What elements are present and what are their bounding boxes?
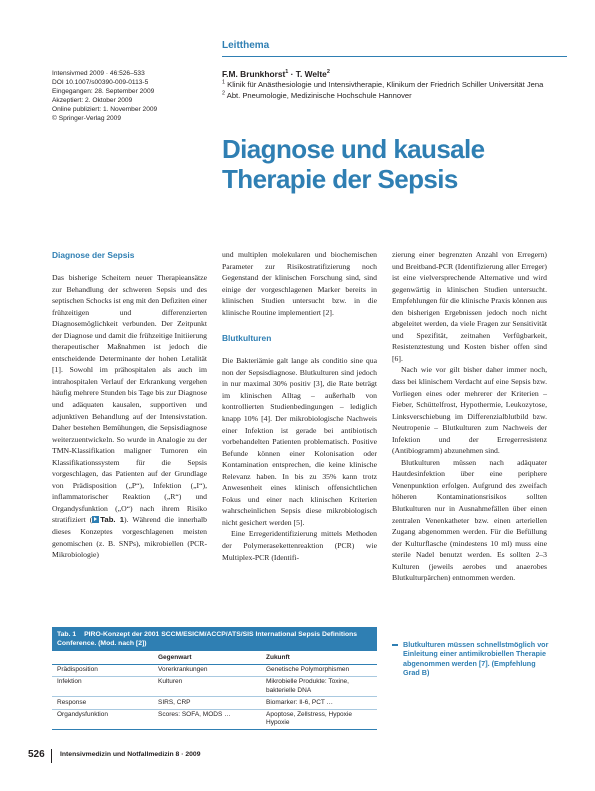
article-title bbox=[222, 134, 582, 194]
paragraph: Die Bakteriämie galt lange als conditio sine qua non der Sepsisdiagnose. Blutkulturen sind jedoch in nur maximal 30% positiv [3], die Rate beträgt im klinischen Alltag – außerhalb von kontrollierten Studienbedingungen – lediglich knapp 10% [4]. Der mikrobiologische Nachweis einer Infektion ist gerade bei antibiotisch vorbehandelten Patienten problematisch. Positive Befunde können einer Kolonisation oder Kontamination entsprechen, die keine klinische Relevanz haben. In bis zu 35% kann trotz Anwesenheit eines klinisch offensichtlichen Fokus und einer nach klinischen Kriterien wahrscheinlichen Sepsis diese mikrobiologisch nicht gesichert werden [5]. bbox=[222, 356, 377, 527]
table-cell: Organdysfunktion bbox=[57, 711, 108, 719]
affiliation-1-text: Klinik für Anästhesiologie und Intensivtherapie, Klinikum der Friedrich Schiller Universität Jena bbox=[225, 79, 544, 89]
author-block bbox=[222, 69, 567, 101]
table-cell: Apoptose, Zellstress, Hypoxie Hypoxie bbox=[266, 711, 352, 727]
rubric-divider bbox=[222, 56, 567, 57]
table-label: Tab. 1 bbox=[57, 631, 77, 638]
table-cell: Genetische Polymorphismen bbox=[266, 666, 350, 674]
table-cell: Kulturen bbox=[158, 678, 183, 686]
journal-name: Intensivmedizin und Notfallmedizin 8 · 2009 bbox=[60, 751, 201, 758]
paragraph: Nach wie vor gilt bisher daher immer noch, dass bei klinischem Verdacht auf eine Sepsis bzw. Vorliegen eines oder mehrerer der Kriterien – Fieber, Schüttelfrost, Hypothermie, Leukozytose, Linksverschiebung im Differenzialblutbild bzw. Neutropenie – Blutkulturen zum Nachweis der Infektion und der Erregerresistenz (Antibiogramm) abzunehmen sind. bbox=[392, 365, 547, 456]
table-cell: Response bbox=[57, 698, 87, 706]
accepted-line: Akzeptiert: 2. Oktober 2009 bbox=[52, 97, 133, 104]
paragraph: Eine Erregeridentifizierung mittels Methoden der Polymerasekettenreaktion (PCR) wie Multiplex-PCR (Identifi- bbox=[222, 529, 377, 562]
author-separator: · bbox=[288, 69, 296, 79]
table-caption bbox=[52, 627, 377, 651]
table-caption-text: PIRO-Konzept der 2001 SCCM/ESICM/ACCP/ATS/SIS International Sepsis Definitions Conference. (Mod. nach [2]) bbox=[57, 631, 358, 647]
table-header-cell bbox=[57, 654, 158, 662]
published-line: Online publiziert: 1. November 2009 bbox=[52, 106, 158, 113]
page-number: 526 bbox=[28, 749, 45, 760]
table-cell: Infektion bbox=[57, 678, 82, 686]
citation-line: Intensivmed 2009 · 46:526–533 bbox=[52, 70, 145, 77]
table-header-cell: Zukunft bbox=[266, 654, 290, 661]
section-heading-blutkulturen: Blutkulturen bbox=[222, 333, 272, 344]
table-row bbox=[52, 665, 377, 677]
table-header-cell: Gegenwart bbox=[158, 654, 192, 661]
affiliation-1-num: 1 bbox=[222, 79, 226, 86]
table-body bbox=[52, 651, 377, 730]
table-header-row bbox=[52, 651, 377, 665]
paragraph-text: ). Während die innerhalb dieses Konzeptes vorgeschlagenen meisten genomischen (z. B. SNPs), mikrobiellen (PCR-Mikrobiologie) bbox=[52, 515, 207, 560]
title-line-2: Therapie der Sepsis bbox=[222, 164, 458, 194]
table-cell: SIRS, CRP bbox=[158, 698, 191, 706]
table-cell: Prädisposition bbox=[57, 666, 98, 674]
section-rubric: Leitthema bbox=[222, 40, 270, 51]
table-cell: Mikrobielle Produkte: Toxine, bakterielle DNA bbox=[266, 678, 349, 694]
table-cell: Vorerkrankungen bbox=[158, 666, 208, 674]
received-line: Eingegangen: 28. September 2009 bbox=[52, 88, 155, 95]
affiliation-2 bbox=[222, 91, 567, 102]
recommendation-text: Blutkulturen müssen schnellstmöglich vor Einleitung einer antimikrobiellen Therapie abgenommen werden [7]. (Empfehlung Grad B) bbox=[403, 640, 549, 678]
table-row bbox=[52, 677, 377, 697]
paragraph bbox=[52, 272, 207, 561]
paragraph: zierung einer begrenzten Anzahl von Erregern) und Breitband-PCR (Identifizierung aller Erreger) ist eine vielversprechende Alternative und wird gegenwärtig in klinischen Studien untersucht. Empfehlungen für die klinische Praxis können aus den bisherigen Ergebnissen jedoch noch nicht abgeleitet werden, da viele Fragen zur Sensitivität und Spezifität, zeitnahen Verfügbarkeit, Resistenztestung und Kosten bisher offen sind [6]. bbox=[392, 250, 547, 363]
title-line-1: Diagnose und kausale bbox=[222, 134, 485, 164]
table-row bbox=[52, 710, 377, 729]
table-reference-link[interactable]: Tab. 1 bbox=[100, 515, 125, 525]
paragraph-text: Das bisherige Scheitern neuer Therapieansätze zur Behandlung der schweren Sepsis und des septischen Schocks ist eng mit den Defiziten einer frühzeitigen und differenzierten Diagnosemöglichkeit verbunden. Der Zeitpunkt der Diagnose und damit die frühzeitige Initiierung therapeutischer Maßnahmen ist jedoch die entscheidende Determinante der hohen Letalität [1]. Sowohl im prähospitalen als auch im intrahospitalen Verlauf der Erkrankung vergehen häufig mehrere Stunden bis Tage bis zur Diagnose und adäquaten kausalen, supportiven und adjunktiven Behandlung auf der Intensivstation. Daher bestehen Bemühungen, die Sepsisdiagnose weiterzuentwickeln. So wurde in Analogie zu der TMN-Klassifikation maligner Tumoren ein Klassifikationssystem für die Sepsis vorgeschlagen, das Patienten auf der Grundlage von Prädisposition („P“), Infektion („I“), inflammatorischer Reaktion („R“) und Organdysfunktion („O“) nach ihrem Risiko stratifiziert ( bbox=[52, 273, 207, 525]
author-a-sup: 1 bbox=[285, 69, 289, 76]
affiliation-2-text: Abt. Pneumologie, Medizinische Hochschule Hannover bbox=[225, 90, 412, 100]
paragraph: und multiplen molekularen und biochemischen Parameter zur Risikostratifizierung noch Gegenstand der klinischen Forschung sind, sind einige der vorgeschlagenen Marker bereits in klinischen Studien untersucht bzw. in die klinische Routine implementiert [2]. bbox=[222, 250, 377, 317]
doi-line: DOI 10.1007/s00390-009-0113-5 bbox=[52, 79, 149, 86]
column-2 bbox=[222, 249, 377, 563]
article-metadata bbox=[52, 69, 214, 123]
copyright-line: © Springer-Verlag 2009 bbox=[52, 115, 122, 122]
footer-divider bbox=[51, 749, 52, 763]
author-b: T. Welte bbox=[295, 69, 327, 79]
page-footer bbox=[28, 749, 428, 765]
affiliation-2-num: 2 bbox=[222, 90, 226, 97]
table-link-icon bbox=[92, 516, 99, 523]
column-3 bbox=[392, 249, 547, 584]
table-piro bbox=[52, 627, 377, 730]
column-1 bbox=[52, 249, 207, 561]
table-cell: Biomarker: Il-6, PCT … bbox=[266, 698, 334, 706]
recommendation-note bbox=[392, 640, 552, 678]
table-row bbox=[52, 697, 377, 709]
table-cell: Scores: SOFA, MODS … bbox=[158, 711, 231, 719]
author-a: F.M. Brunkhorst bbox=[222, 69, 286, 79]
affiliation-1 bbox=[222, 80, 567, 91]
author-names bbox=[222, 69, 567, 80]
author-b-sup: 2 bbox=[326, 69, 330, 76]
note-bullet-icon bbox=[392, 644, 398, 646]
section-heading-diagnose: Diagnose der Sepsis bbox=[52, 250, 135, 260]
paragraph: Blutkulturen müssen nach adäquater Hautdesinfektion über eine periphere Venenpunktion erfolgen. Aufgrund des zweifach höheren Kontaminationsrisikos sollten Blutkulturen nur in Ausnahmefällen über einen zentralen Venenkatheter bzw. einen arteriellen Zugang abgenommen werden. Für die Befüllung der Kulturflasche (mindestens 10 ml) muss eine sterile Nadel benutzt werden. Es sollten 2–3 Kulturen (jeweils aerobes und anaerobes Blutkulturpärchen) entnommen werden. bbox=[392, 457, 547, 583]
